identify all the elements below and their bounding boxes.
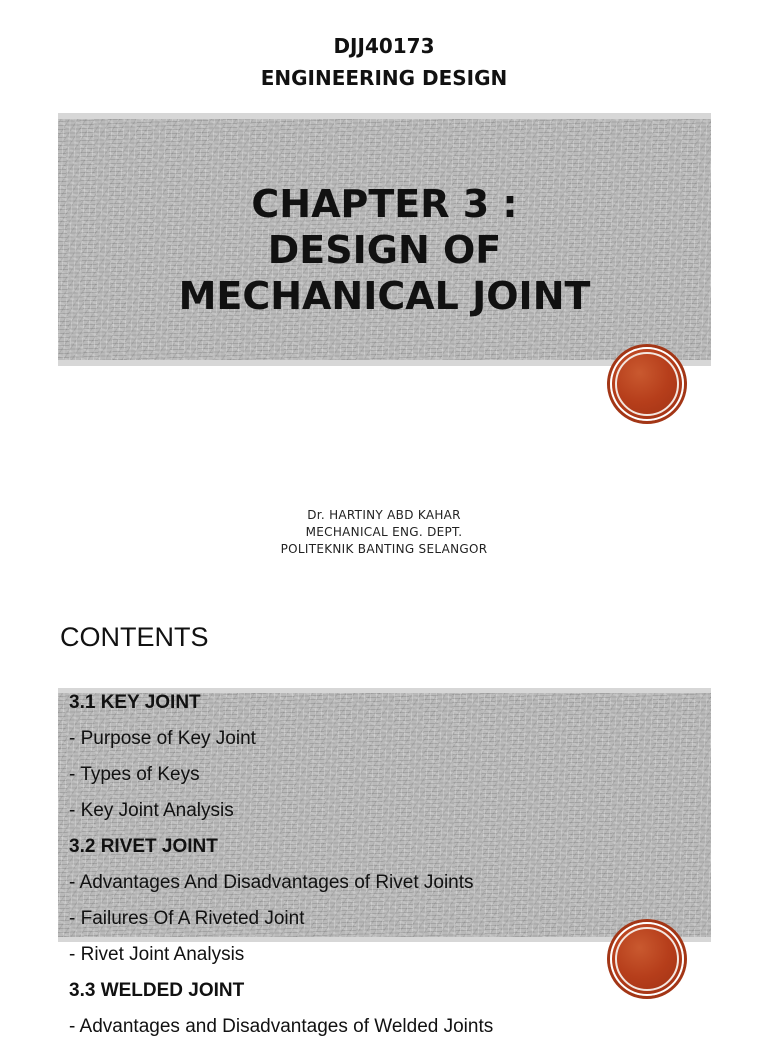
contents-item-section: 3.2 RIVET JOINT — [69, 836, 218, 857]
chapter-title-line-1: CHAPTER 3 : — [251, 182, 518, 226]
decorative-circle — [610, 347, 684, 421]
contents-item: - Advantages And Disadvantages of Rivet Joints — [69, 872, 474, 893]
chapter-title-line-2: DESIGN OF — [267, 228, 502, 272]
decorative-circle — [610, 922, 684, 996]
chapter-title — [58, 181, 711, 319]
contents-item: - Failures Of A Riveted Joint — [69, 908, 305, 929]
contents-item: - Rivet Joint Analysis — [69, 944, 245, 965]
contents-heading: CONTENTS — [60, 622, 209, 652]
contents-list — [69, 688, 493, 1048]
band-edge — [58, 113, 711, 119]
band-edge — [58, 360, 711, 366]
author-department: MECHANICAL ENG. DEPT. — [305, 525, 463, 539]
title-band — [58, 113, 711, 366]
chapter-title-line-3: MECHANICAL JOINT — [178, 274, 591, 318]
course-code: DJJ40173 — [333, 34, 435, 58]
contents-item: - Purpose of Key Joint — [69, 728, 256, 749]
author-block — [0, 507, 768, 558]
contents-item: - Key Joint Analysis — [69, 800, 234, 821]
contents-item: - Types of Keys — [69, 764, 200, 785]
course-name: ENGINEERING DESIGN — [260, 66, 508, 90]
contents-item-section: 3.1 KEY JOINT — [69, 692, 201, 713]
contents-item-section: 3.3 WELDED JOINT — [69, 980, 245, 1001]
author-institution: POLITEKNIK BANTING SELANGOR — [280, 542, 488, 556]
author-name: Dr. HARTINY ABD KAHAR — [307, 508, 461, 522]
contents-item: - Advantages and Disadvantages of Welded Joints — [69, 1016, 494, 1037]
course-header — [0, 30, 768, 94]
